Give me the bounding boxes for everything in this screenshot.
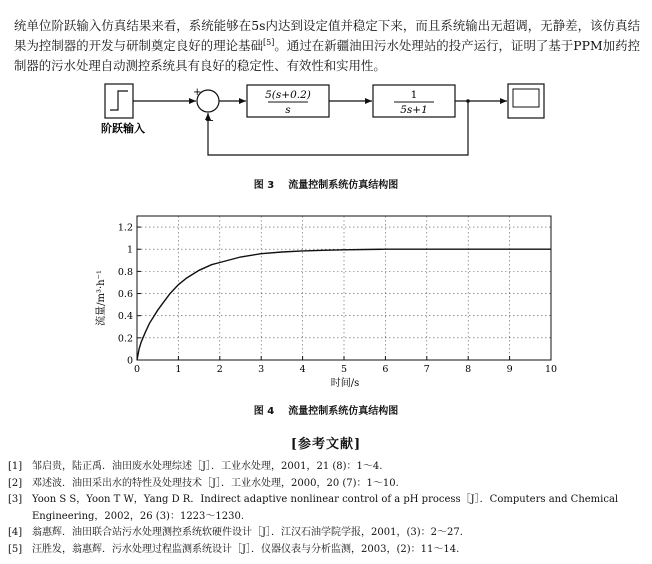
chart-y-tick-label: 1 xyxy=(126,244,133,256)
figure-3-title: 流量控制系统仿真结构图 xyxy=(288,180,399,191)
chart-x-tick-label: 0 xyxy=(133,364,141,375)
chart-y-tick-label: 0.2 xyxy=(117,333,133,345)
reference-item xyxy=(8,542,648,559)
chart-x-tick-label: 5 xyxy=(340,364,348,375)
chart-y-tick-label: 0 xyxy=(126,355,133,367)
reference-text: 邓述波．油田采出水的特性及处理技术［J］．工业水处理，2000，20 (7)：1～10. xyxy=(32,477,399,489)
reference-text: 邹启贵，陆正禹．油田废水处理综述［J］．工业水处理，2001，21 (8)：1～4. xyxy=(32,461,383,472)
references-list xyxy=(8,459,648,558)
controller-block xyxy=(247,85,329,117)
chart-x-tick-label: 9 xyxy=(506,364,513,375)
reference-text: 翁惠辉．油田联合站污水处理测控系统软硬件设计［J］．江汉石油学院学报，2001，(3)：2～27. xyxy=(32,527,463,538)
chart-y-tick-label: 0.8 xyxy=(117,266,133,278)
intro-text-continued: 。通过在新疆油田污水处理站的投产运行，证明了基于PPM加药控制器的污水处理自动测控系统具有良好的稳定性、有效性和实用性。 xyxy=(14,38,640,74)
sum-junction xyxy=(193,87,219,127)
chart-x-tick-label: 2 xyxy=(216,364,223,375)
chart-x-tick-label: 6 xyxy=(382,364,389,375)
reference-number: [4] xyxy=(8,527,23,538)
reference-item xyxy=(8,492,648,525)
flow-response-chart xyxy=(0,205,652,395)
sum-plus-sign: + xyxy=(193,87,202,98)
plant-numerator: 1 xyxy=(410,89,418,101)
figure-4-title: 流量控制系统仿真结构图 xyxy=(288,406,399,417)
intro-citation: [5] xyxy=(263,38,275,48)
plant-denominator: 5s+1 xyxy=(400,104,428,116)
reference-item xyxy=(8,525,648,542)
figure-3-number: 图 3 xyxy=(253,180,275,191)
references-heading: [参考文献] xyxy=(290,437,362,452)
reference-item xyxy=(8,476,648,493)
sum-minus-sign: − xyxy=(205,114,215,127)
figure-4-number: 图 4 xyxy=(253,406,275,417)
chart-y-tick-label: 1.2 xyxy=(117,222,133,234)
chart-x-tick-label: 4 xyxy=(299,364,306,375)
feedback-branch-point xyxy=(466,99,470,103)
chart-x-tick-label: 7 xyxy=(423,364,430,375)
step-input-block xyxy=(105,84,133,118)
step-input-label: 阶跃输入 xyxy=(101,122,145,135)
reference-number: [1] xyxy=(8,461,23,472)
controller-numerator: 5(s+0.2) xyxy=(265,89,311,101)
figure-3-caption xyxy=(0,176,652,191)
reference-item xyxy=(8,459,648,476)
controller-denominator: s xyxy=(285,104,291,116)
intro-paragraph xyxy=(14,16,640,76)
chart-x-tick-label: 10 xyxy=(544,364,558,375)
reference-number: [5] xyxy=(8,543,23,555)
chart-x-tick-label: 8 xyxy=(465,364,472,375)
intro-text: 统单位阶跃输入仿真结果来看，系统能够在5s内达到设定值并稳定下来，而且系统输出无超调，无静差，该仿真结果为控制器的开发与研制奠定良好的理论基础 xyxy=(14,18,640,54)
chart-x-tick-label: 3 xyxy=(258,364,265,375)
chart-y-axis-label: 流量/m³·h⁻¹ xyxy=(96,270,107,326)
scope-block xyxy=(508,84,544,118)
plant-block xyxy=(373,85,455,117)
reference-text: Yoon S S，Yoon T W，Yang D R．Indirect adaptive nonlinear control of a pH process［J］．Computers and Chemical Engineering，2002，26 (3)：1223～1230. xyxy=(32,494,619,522)
chart-x-tick-label: 1 xyxy=(175,364,182,375)
reference-number: [2] xyxy=(8,477,23,489)
reference-text: 汪胜发，翁惠辉．污水处理过程监测系统设计［J］．仪器仪表与分析监测，2003，(2)：11～14. xyxy=(32,543,460,555)
figure-4-caption xyxy=(0,402,652,417)
chart-y-tick-label: 0.4 xyxy=(117,311,133,323)
chart-x-axis-label: 时间/s xyxy=(330,378,360,389)
reference-number: [3] xyxy=(8,494,23,505)
chart-y-tick-label: 0.6 xyxy=(117,289,133,301)
